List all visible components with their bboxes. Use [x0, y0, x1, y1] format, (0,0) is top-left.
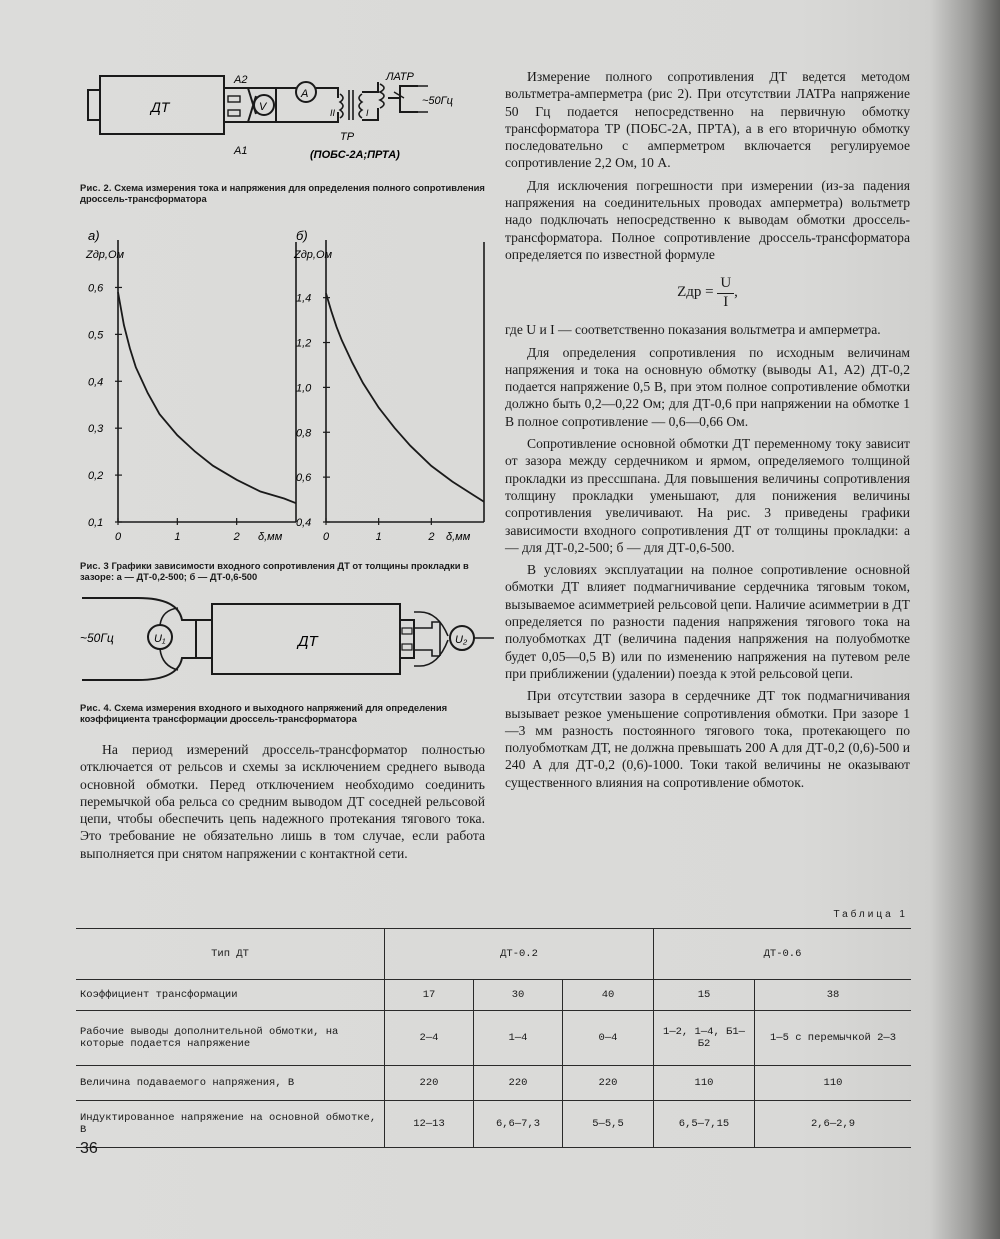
chart-b-y-tick-label: 1,0	[296, 382, 312, 395]
table-cell: 220	[474, 1066, 563, 1101]
table-cell: 40	[563, 980, 654, 1011]
row-label: Величина подаваемого напряжения, В	[76, 1066, 385, 1101]
chart-b-series-line	[326, 293, 484, 502]
fig2-tr-label: ТР	[340, 131, 355, 143]
chart-a-y-tick-label: 0,5	[88, 329, 104, 342]
chart-a-y-tick-label: 0,1	[88, 517, 104, 529]
table-cell: 2—4	[385, 1011, 474, 1066]
figure-3-caption-text: Графики зависимости входного сопротивления ДТ от толщины прокладки в зазоре: а — ДТ-0,2-500; б — ДТ-0,6-500	[80, 560, 469, 582]
row-label: Рабочие выводы дополнительной обмотки, на которые подается напряжение	[76, 1011, 385, 1066]
table-row	[76, 1066, 911, 1101]
right-paragraph-4: Для определения сопротивления по исходным величинам напряжения и тока на основную обмотку (выводы А1, А2) ДТ-0,2 подается напряжение 0,5 В, при этом полное сопротивление обмотки должно быть 0,2—0,22 Ом; для ДТ-0,6 при напряжении на обмотке 1 В полное сопротивление — 0,6—0,66 Ом.	[505, 344, 910, 429]
fig2-freq-label: ~50Гц	[422, 95, 453, 107]
formula-numerator: U	[717, 275, 734, 293]
row-label: Коэффициент трансформации	[76, 980, 385, 1011]
table-cell: 15	[654, 980, 755, 1011]
chart-b-y-tick-label: 0,8	[296, 427, 312, 440]
chart-b-x-tick-label: 2	[428, 531, 435, 543]
header-dt06: ДТ-0.6	[654, 929, 912, 980]
chart-b-y-label: Zдр,Ом	[294, 249, 333, 261]
table-cell: 1—5 с перемычкой 2—3	[755, 1011, 912, 1066]
fig2-dt-label: ДТ	[151, 99, 170, 115]
fig2-a2-label: А2	[234, 74, 248, 86]
chart-a-y-tick-label: 0,4	[88, 376, 104, 389]
left-column-text	[80, 741, 485, 867]
chart-a-x-tick-label: 0	[115, 531, 122, 543]
impedance-formula	[505, 275, 910, 311]
table-row	[76, 980, 911, 1011]
chart-b-y-tick-label: 0,6	[296, 472, 312, 485]
chart-a-y-tick-label: 0,3	[88, 423, 104, 436]
chart-b-y-tick-label: 0,4	[296, 517, 312, 529]
table-cell: 6,6—7,3	[474, 1101, 563, 1148]
chart-a-x-label: δ,мм	[258, 531, 283, 543]
table-cell: 1—2, 1—4, Б1—Б2	[654, 1011, 755, 1066]
formula-tail: ,	[734, 284, 738, 301]
table-cell: 0—4	[563, 1011, 654, 1066]
chart-a-series-line	[118, 292, 296, 503]
figure-2-caption	[80, 182, 485, 204]
right-paragraph-3: где U и I — соответственно показания вольтметра и амперметра.	[505, 322, 881, 338]
figure-2-caption-label: Рис. 2.	[80, 182, 112, 193]
fig2-a1-label: А1	[234, 145, 248, 157]
dt-table	[76, 928, 911, 1148]
fig2-ammeter-label: A	[301, 88, 309, 100]
page-number: 36	[80, 1140, 98, 1157]
left-paragraph-1: На период измерений дроссель-трансформатор полностью отключается от рельсов и схемы за исключением среднего вывода основной обмотки. Перед отключением необходимо соединить перемычкой оба рельса со средним выводом ДТ соседней рельсовой цепи, чтобы обеспечить цепь надежного протекания тягового тока. Это требование не обязательно лишь в том случае, если работа выполняется при снятом напряжении с контактной сети.	[80, 742, 485, 861]
table-cell: 38	[755, 980, 912, 1011]
figure-3-caption	[80, 560, 485, 582]
table-cell: 12—13	[385, 1101, 474, 1148]
figure-4-caption	[80, 702, 485, 724]
fig2-voltmeter-label: V	[259, 101, 267, 113]
table-cell: 17	[385, 980, 474, 1011]
table-cell: 2,6—2,9	[755, 1101, 912, 1148]
table-header-row	[76, 929, 911, 980]
fig2-latr-label: ЛАТР	[386, 71, 414, 83]
figure-3a-chart	[74, 226, 306, 546]
figure-3b-chart	[284, 226, 496, 546]
chart-b-panel-label: б)	[296, 228, 308, 243]
right-paragraph-7: При отсутствии зазора в сердечнике ДТ ток подмагничивания вызывает резкое уменьшение сопротивления обмотки. При зазоре 1—3 мм разность постоянного тягового тока, протекающего по полуобмоткам ДТ, не должна превышать 200 А для ДТ-0,2 (0,6)-500 и 240 А для ДТ-0,2 (0,6)-1000. Токи такой величины не оказывают существенного влияния на сопротивление обмоток.	[505, 688, 910, 790]
right-paragraph-6: В условиях эксплуатации на полное сопротивление основной обмотки ДТ влияет подмагничивание сердечника тяговым током, вызываемое асимметрией рельсовой цепи. Наличие асимметрии в ДТ определяется по разности падения напряжения тягового тока на полуобмотках ДТ (величина падения напряжения на полуобмотке будет 0,05—0,5 В) или по изменению напряжения на путевом реле при приближении (удалении) поезда к этой рельсовой цепи.	[505, 562, 910, 681]
chart-b-x-label: δ,мм	[446, 531, 471, 543]
table-title: Таблица 1	[833, 909, 908, 920]
right-paragraph-5: Сопротивление основной обмотки ДТ переменному току зависит от зазора между сердечником и ярмом, определяемого толщиной прокладки из прессшпана. Для повышения величины сопротивления толщину прокладки уменьшают, для понижения величины сопротивления увеличивают. На рис. 3 приведены графики зависимости входного сопротивления ДТ от толщины прокладки: а — для ДТ-0,2-500; б — для ДТ-0,6-500.	[505, 436, 910, 555]
header-type: Тип ДТ	[76, 929, 385, 980]
chart-b-x-tick-label: 0	[323, 531, 330, 543]
chart-a-panel-label: а)	[88, 228, 100, 243]
row-label: Индуктированное напряжение на основной обмотке, В	[76, 1101, 385, 1148]
figure-2-circuit	[78, 68, 498, 168]
header-dt02: ДТ-0.2	[385, 929, 654, 980]
chart-b-x-tick-label: 1	[375, 531, 382, 543]
fig4-freq-label: ~50Гц	[80, 631, 114, 645]
table-cell: 1—4	[474, 1011, 563, 1066]
fig4-u1-label: U₁	[154, 633, 166, 645]
table-cell: 110	[654, 1066, 755, 1101]
table-cell: 110	[755, 1066, 912, 1101]
fig2-winding1-label: I	[366, 108, 369, 118]
table-cell: 220	[385, 1066, 474, 1101]
figure-4-circuit	[78, 590, 498, 690]
figure-3-caption-label: Рис. 3	[80, 560, 109, 571]
figure-4-caption-text: Схема измерения входного и выходного напряжений для определения коэффициента трансформации дроссель-трансформатора	[80, 702, 448, 724]
chart-a-y-tick-label: 0,2	[88, 470, 104, 483]
chart-b-y-tick-label: 1,4	[296, 292, 312, 305]
chart-b-y-tick-label: 1,2	[296, 337, 312, 350]
table-cell: 6,5—7,15	[654, 1101, 755, 1148]
formula-lhs: Zдр =	[677, 284, 714, 301]
figure-4-caption-label: Рис. 4.	[80, 702, 112, 713]
right-paragraph-1: Измерение полного сопротивления ДТ ведется методом вольтметра-амперметра (рис 2). При отсутствии ЛАТРа напряжение 50 Гц подается непосредственно на первичную обмотку трансформатора ТР (ПОБС-2А, ПРТА), а в его вторичную обмотку последовательно с амперметром включается регулируемое сопротивление 2,2 Ом, 10 А.	[505, 69, 910, 171]
formula-denominator: I	[723, 293, 729, 310]
table-row	[76, 1011, 911, 1066]
figure-2-caption-text: Схема измерения тока и напряжения для определения полного сопротивления дроссель-трансформатора	[80, 182, 485, 204]
fig4-u2-label: U₂	[455, 634, 468, 646]
fig2-winding2-label: II	[330, 108, 336, 118]
chart-a-y-label: Zдр,Ом	[86, 249, 125, 261]
chart-a-x-tick-label: 1	[174, 531, 181, 543]
formula-fraction	[717, 275, 734, 311]
chart-a-x-tick-label: 2	[233, 531, 240, 543]
table-row	[76, 1101, 911, 1148]
right-paragraph-2: Для исключения погрешности при измерении (из-за падения напряжения на соединительных проводах амперметра) вольтметр надо подключать непосредственно к выводам обмотки дроссель-трансформатора. Полное сопротивление дроссель-трансформатора определяется по известной формуле	[505, 177, 910, 262]
table-cell: 30	[474, 980, 563, 1011]
right-column-text	[505, 68, 910, 796]
fig4-dt-label: ДТ	[298, 633, 318, 650]
table-cell: 220	[563, 1066, 654, 1101]
table-cell: 5—5,5	[563, 1101, 654, 1148]
chart-a-y-tick-label: 0,6	[88, 282, 104, 295]
fig2-tr-type-label: (ПОБС-2А;ПРТА)	[310, 149, 400, 161]
